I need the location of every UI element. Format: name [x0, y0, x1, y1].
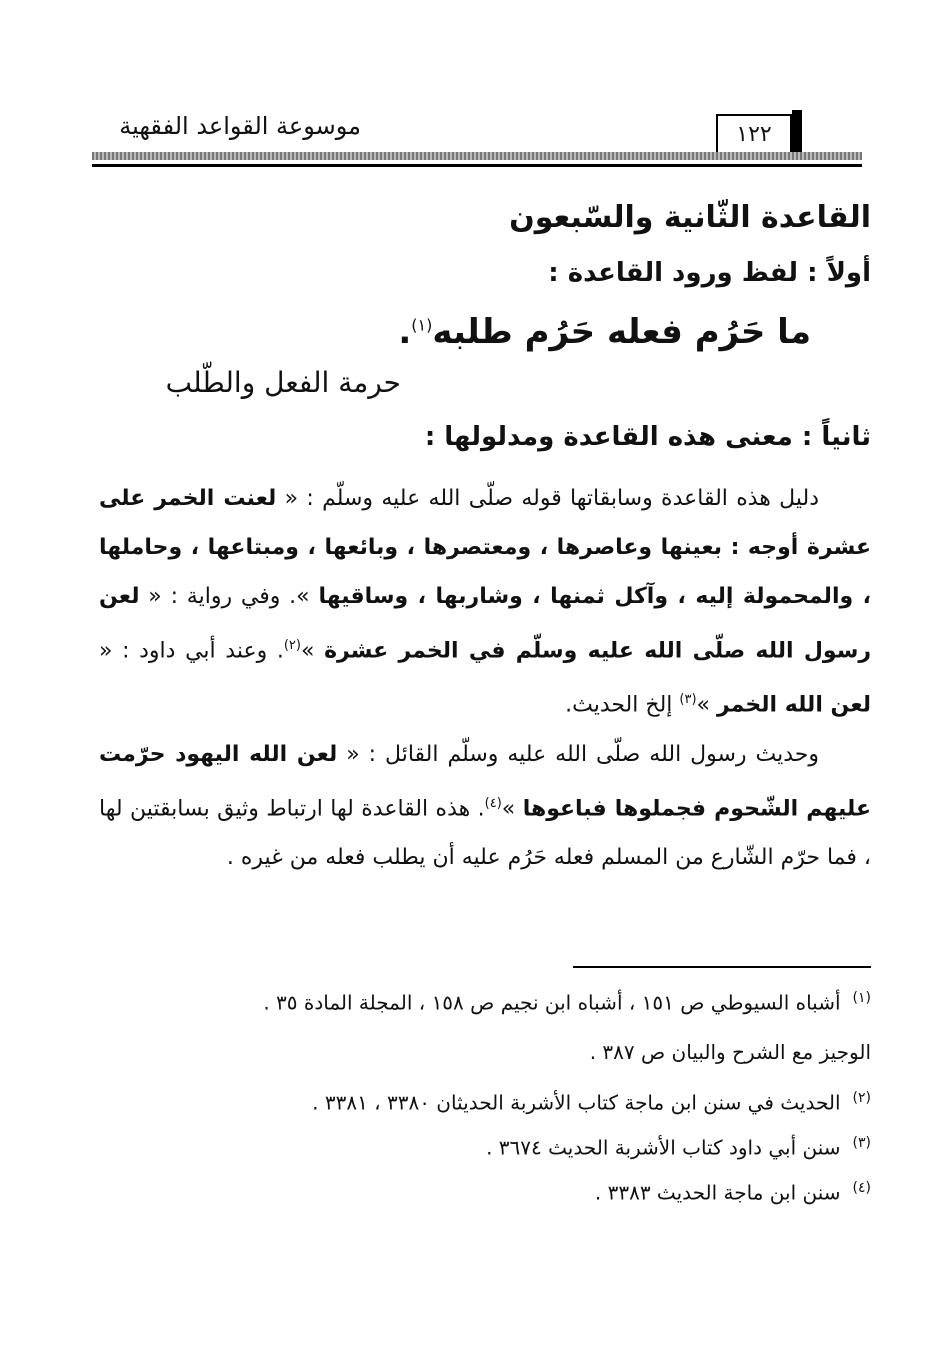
- footnote-mark: (٣): [852, 1135, 871, 1151]
- hadith-quote-1: لعنت الخمر على عشرة أوجه : بعينها وعاصرها ، ومعتصرها ، وبائعها ، ومبتاعها ، وحاملها ، والمحمولة إليه ، وآكل ثمنها ، وشاربها ، وساقيها: [99, 486, 871, 609]
- p1-close-quote: »: [300, 638, 325, 664]
- section-heading-second: ثانياً : معنى هذه القاعدة ومدلولها :: [424, 422, 871, 452]
- footnote-3: [99, 1135, 871, 1160]
- rule-statement-text: ما حَرُم فعله حَرُم طلبه: [432, 312, 811, 352]
- p1-intro: دليل هذه القاعدة وسابقاتها قوله صلّى الله عليه وسلّم : «: [276, 486, 819, 511]
- footnote-text: أشباه السيوطي ص ١٥١ ، أشباه ابن نجيم ص ١٥٨ ، المجلة المادة ٣٥ .: [263, 990, 841, 1015]
- p1-close-quote-2: »: [696, 692, 717, 718]
- keyword-phrase: حرمة الفعل والطّلب: [165, 366, 401, 399]
- header-patterned-band: [92, 152, 862, 160]
- footnote-mark: (١): [852, 990, 871, 1006]
- hadith-quote-4: لعن الله اليهود حرّمت عليهم الشّحوم فجملوها فباعوها: [99, 741, 872, 821]
- footnote-mark: (٤): [852, 1180, 871, 1196]
- footnote-1: [99, 990, 871, 1015]
- page-number: ١٢٢: [736, 121, 772, 147]
- rule-statement-end: .: [398, 312, 412, 352]
- footnote-text: الحديث في سنن ابن ماجة كتاب الأشربة الحديثان ٣٣٨٠ ، ٣٣٨١ .: [312, 1090, 841, 1115]
- header-ornament-bar: [792, 110, 802, 158]
- footnote-text: سنن أبي داود كتاب الأشربة الحديث ٣٦٧٤ .: [486, 1135, 841, 1160]
- footnote-ref-4[interactable]: (٤): [484, 795, 502, 811]
- p1-abu-dawud: . وعند أبي داود : «: [99, 638, 284, 664]
- p2-rest: . هذه القاعدة لها ارتباط وثيق بسابقتين لها ، فما حرّم الشّارع من المسلم فعله حَرُم عليه أن يطلب فعله من غيره .: [99, 795, 871, 870]
- p2-intro: وحديث رسول الله صلّى الله عليه وسلّم القائل : «: [337, 741, 819, 767]
- footnote-ref-3[interactable]: (٣): [679, 692, 697, 708]
- hadith-quote-3: لعن الله الخمر: [716, 692, 871, 718]
- footnote-4: [99, 1180, 871, 1205]
- footnote-mark: (٢): [852, 1090, 871, 1106]
- footnote-text: الوجيز مع الشرح والبيان ص ٣٨٧ .: [589, 1040, 871, 1064]
- section-heading-first: أولاً : لفظ ورود القاعدة :: [548, 258, 871, 288]
- hadith-quote-2: لعن رسول الله صلّى الله عليه وسلّم في الخمر عشرة: [99, 584, 872, 664]
- explanation-paragraph: [99, 474, 871, 882]
- rule-title: القاعدة الثّانية والسّبعون: [509, 200, 871, 235]
- running-header-title: موسوعة القواعد الفقهية: [119, 112, 361, 140]
- p2-close-quote: »: [501, 795, 523, 821]
- page-number-box: [716, 114, 792, 154]
- footnote-text: سنن ابن ماجة الحديث ٣٣٨٣ .: [594, 1180, 841, 1205]
- p1-connector: ». وفي رواية : «: [139, 584, 319, 609]
- header-rule: [92, 164, 862, 167]
- footnote-ref-2[interactable]: (٢): [283, 638, 301, 653]
- rule-statement: [398, 312, 811, 352]
- footnote-1-continued: [99, 1040, 871, 1064]
- p1-end: إلخ الحديث.: [565, 692, 680, 718]
- footnote-separator: [573, 966, 871, 968]
- footnote-ref-1[interactable]: (١): [411, 315, 433, 335]
- footnote-2: [99, 1090, 871, 1115]
